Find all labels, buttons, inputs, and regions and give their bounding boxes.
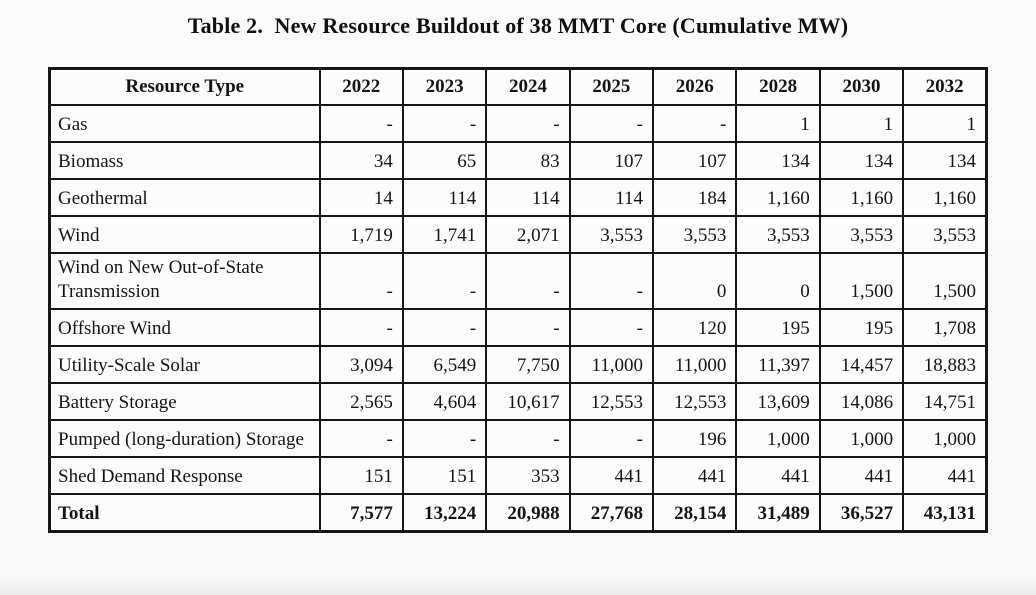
cell-value: 11,397 [736,346,819,383]
cell-value: 151 [320,457,403,494]
cell-value: 353 [486,457,569,494]
cell-value: 1,741 [403,216,486,253]
cell-value: 1 [820,105,903,142]
cell-value: 12,553 [653,383,736,420]
cell-value: 1,708 [903,309,986,346]
cell-value: 3,553 [736,216,819,253]
cell-value: 441 [820,457,903,494]
cell-value: - [486,105,569,142]
row-label: Gas [50,105,320,142]
cell-value: 10,617 [486,383,569,420]
cell-value: 7,577 [320,494,403,532]
cell-value: - [320,105,403,142]
cell-value: 1,500 [903,253,986,309]
cell-value: 36,527 [820,494,903,532]
table-row [50,105,987,142]
cell-value: 11,000 [653,346,736,383]
cell-value: 114 [570,179,653,216]
cell-value: - [320,420,403,457]
cell-value: 196 [653,420,736,457]
cell-value: 14,086 [820,383,903,420]
cell-value: 0 [736,253,819,309]
header-row [50,69,987,105]
cell-value: 43,131 [903,494,986,532]
cell-value: 1,160 [903,179,986,216]
cell-value: 1,160 [736,179,819,216]
table-row [50,494,987,532]
table-header [50,69,987,105]
cell-value: 3,553 [820,216,903,253]
cell-value: 2,565 [320,383,403,420]
cell-value: 14,457 [820,346,903,383]
column-header-year: 2028 [736,69,819,105]
row-label: Utility-Scale Solar [50,346,320,383]
row-label: Geothermal [50,179,320,216]
row-label: Shed Demand Response [50,457,320,494]
cell-value: 3,094 [320,346,403,383]
cell-value: - [320,309,403,346]
table-row [50,420,987,457]
cell-value: - [570,253,653,309]
column-header-year: 2026 [653,69,736,105]
cell-value: - [570,420,653,457]
table-row [50,253,987,309]
row-label: Pumped (long-duration) Storage [50,420,320,457]
cell-value: 2,071 [486,216,569,253]
cell-value: 114 [403,179,486,216]
table-row [50,179,987,216]
cell-value: - [570,105,653,142]
cell-value: 1 [903,105,986,142]
cell-value: 65 [403,142,486,179]
cell-value: 6,549 [403,346,486,383]
column-header-year: 2023 [403,69,486,105]
cell-value: - [403,309,486,346]
cell-value: 18,883 [903,346,986,383]
cell-value: 120 [653,309,736,346]
column-header-year: 2030 [820,69,903,105]
column-header-year: 2022 [320,69,403,105]
cell-value: 441 [736,457,819,494]
cell-value: 34 [320,142,403,179]
cell-value: 1 [736,105,819,142]
cell-value: 195 [736,309,819,346]
cell-value: 1,160 [820,179,903,216]
cell-value: 3,553 [903,216,986,253]
cell-value: 12,553 [570,383,653,420]
cell-value: 13,224 [403,494,486,532]
cell-value: 134 [820,142,903,179]
table-row [50,457,987,494]
cell-value: - [653,105,736,142]
cell-value: 151 [403,457,486,494]
table-title: Table 2. New Resource Buildout of 38 MMT Core (Cumulative MW) [187,13,849,38]
column-header-year: 2024 [486,69,569,105]
cell-value: 184 [653,179,736,216]
cell-value: 11,000 [570,346,653,383]
row-label: Total [50,494,320,532]
cell-value: - [403,253,486,309]
cell-value: 1,000 [903,420,986,457]
cell-value: 441 [653,457,736,494]
cell-value: 441 [570,457,653,494]
cell-value: - [486,420,569,457]
table-row [50,216,987,253]
column-header-year: 2032 [903,69,986,105]
cell-value: 31,489 [736,494,819,532]
cell-value: - [486,253,569,309]
table-row [50,346,987,383]
row-label: Wind [50,216,320,253]
cell-value: 1,500 [820,253,903,309]
cell-value: - [570,309,653,346]
cell-value: - [320,253,403,309]
column-header-resource-type: Resource Type [50,69,320,105]
row-label: Battery Storage [50,383,320,420]
table-row [50,383,987,420]
cell-value: - [403,105,486,142]
cell-value: 3,553 [653,216,736,253]
table-row [50,142,987,179]
table-row [50,309,987,346]
row-label: Offshore Wind [50,309,320,346]
cell-value: 27,768 [570,494,653,532]
cell-value: 1,000 [736,420,819,457]
cell-value: 114 [486,179,569,216]
cell-value: 107 [570,142,653,179]
cell-value: - [486,309,569,346]
cell-value: 4,604 [403,383,486,420]
table-body [50,105,987,532]
cell-value: 14,751 [903,383,986,420]
cell-value: 134 [903,142,986,179]
cell-value: 0 [653,253,736,309]
cell-value: 1,719 [320,216,403,253]
cell-value: 134 [736,142,819,179]
resource-buildout-table [48,67,988,533]
row-label: Biomass [50,142,320,179]
cell-value: 13,609 [736,383,819,420]
cell-value: 14 [320,179,403,216]
cell-value: 83 [486,142,569,179]
row-label: Wind on New Out-of-State Transmission [50,253,320,309]
cell-value: 3,553 [570,216,653,253]
cell-value: 195 [820,309,903,346]
cell-value: 20,988 [486,494,569,532]
cell-value: 441 [903,457,986,494]
cell-value: 28,154 [653,494,736,532]
cell-value: 1,000 [820,420,903,457]
column-header-year: 2025 [570,69,653,105]
cell-value: 107 [653,142,736,179]
cell-value: - [403,420,486,457]
cell-value: 7,750 [486,346,569,383]
